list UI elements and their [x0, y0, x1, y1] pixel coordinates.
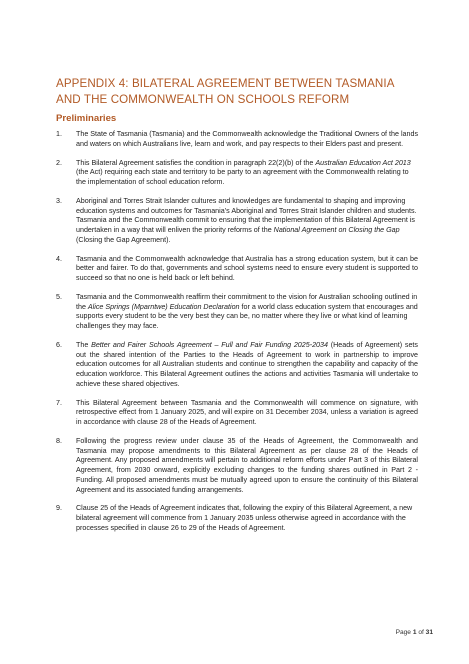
clause-text-segment: Clause 25 of the Heads of Agreement indicates that, following the expiry of this Bilateral Agreement, a new bilateral agreement will commence from 1 January 2035 unless otherwise agreed in accordance with the processes specified in clause 26 to 29 of the Heads of Agreement.: [76, 504, 413, 532]
clause-text: [76, 293, 418, 332]
clause-item: [56, 197, 418, 246]
clause-text: [76, 437, 418, 496]
clause-text-segment: The: [76, 340, 92, 349]
clause-item: [56, 130, 418, 150]
page-number: 1: [412, 629, 417, 636]
clause-number: 3.: [56, 196, 62, 205]
italic-reference: Australian Education Act 2013: [315, 158, 411, 167]
page-label: Page: [395, 629, 413, 636]
clause-number: 2.: [56, 158, 62, 167]
clause-item: [56, 159, 418, 188]
clause-text-segment: Following the progress review under clause 35 of the Heads of Agreement, the Commonwealth and Tasmania may propose amendments to this Bilateral Agreement as per clause 28 of the Heads of Agreement. Any proposed amendments will pertain to additional reform efforts under Part 3 of this Bilateral Agreement, from 2030 onward, explicitly excluding changes to the funding shares outlined in Part 2 - Funding. All proposed amendments must be mutually agreed upon to ensure the continuity of this Bilateral Agreement and its associated funding arrangements.: [76, 436, 418, 494]
clause-number: 5.: [56, 292, 62, 301]
clause-number: 8.: [56, 436, 62, 445]
clause-text: [76, 159, 418, 188]
italic-reference: Alice Springs (Mparntwe) Education Declaration: [87, 302, 240, 311]
page-of-label: of: [416, 629, 426, 636]
section-heading: Preliminaries: [56, 113, 117, 124]
page-total: 31: [425, 629, 433, 636]
page-title: APPENDIX 4: BILATERAL AGREEMENT BETWEEN TASMANIA AND THE COMMONWEALTH ON SCHOOLS REFORM: [56, 77, 394, 106]
clause-text-segment: (the Act) requiring each state and territory to be party to an agreement with the Commonwealth relating to the implementation of school education reform.: [76, 168, 409, 186]
clause-text-segment: (Closing the Gap Agreement).: [76, 235, 171, 244]
clause-text: [76, 130, 418, 150]
clause-list: [56, 130, 418, 543]
clause-text-segment: for a world class education system that encourages and supports every student to be the very best they can be, no matter where they live or what kind of learning challenges they may face.: [76, 302, 418, 330]
clause-item: [56, 504, 418, 533]
clause-number: 4.: [56, 254, 62, 263]
clause-text-segment: Tasmania and the Commonwealth reaffirm their commitment to the vision for Australian schooling outlined in the: [76, 292, 418, 311]
clause-number: 1.: [56, 130, 62, 138]
clause-text-segment: (Heads of Agreement) sets out the shared intention of the Parties to the Heads of Agreement to work in partnership to improve education outcomes for all Australian students and continue to strengthen the capability and capacity of the education workforce. This Bilateral Agreement outlines the actions and activities Tasmania will undertake to achieve these shared objectives.: [76, 340, 418, 388]
page-footer: [396, 629, 433, 636]
clause-text-segment: This Bilateral Agreement satisfies the condition in paragraph 22(2)(b) of the: [76, 158, 316, 167]
italic-reference: National Agreement on Closing the Gap: [273, 226, 400, 234]
clause-item: [56, 399, 418, 428]
clause-text-segment: This Bilateral Agreement between Tasmania and the Commonwealth will commence on signature, with retrospective effect from 1 January 2025, and will expire on 31 December 2034, unless a variation is agreed in accordance with clause 28 of the Heads of Agreement.: [76, 398, 418, 426]
clause-text-segment: The State of Tasmania (Tasmania) and the Commonwealth acknowledge the Traditional Owners of the lands and waters on which Australians live, learn and work, and pay respects to their Elders past and present.: [76, 130, 419, 148]
clause-text: [76, 399, 418, 428]
clause-item: [56, 255, 418, 284]
clause-text: [76, 255, 418, 284]
clause-text: [76, 197, 418, 246]
italic-reference: Better and Fairer Schools Agreement – Full and Fair Funding 2025-2034: [91, 340, 328, 349]
clause-text: [76, 341, 418, 390]
clause-text-segment: Tasmania and the Commonwealth acknowledge that Australia has a strong education system, but it can be better and fairer. To do that, governments and school systems need to ensure every student is supported to succeed so that no one is held back or left behind.: [76, 254, 418, 282]
clause-number: 9.: [56, 504, 62, 513]
clause-item: [56, 341, 418, 390]
clause-item: [56, 293, 418, 332]
clause-text-segment: Aboriginal and Torres Strait Islander cultures and knowledges are fundamental to shaping and improving education systems and outcomes for Tasmania’s Aboriginal and Torres Strait Islander children and students. Tasmania and the Commonwealth commit to ensuring that the implementation of this Bilateral Agreement is undertaken in a way that will enliven the priority reforms of the: [76, 196, 417, 234]
clause-number: 6.: [56, 340, 62, 349]
clause-text: [76, 504, 418, 533]
clause-item: [56, 437, 418, 496]
clause-number: 7.: [56, 398, 62, 407]
